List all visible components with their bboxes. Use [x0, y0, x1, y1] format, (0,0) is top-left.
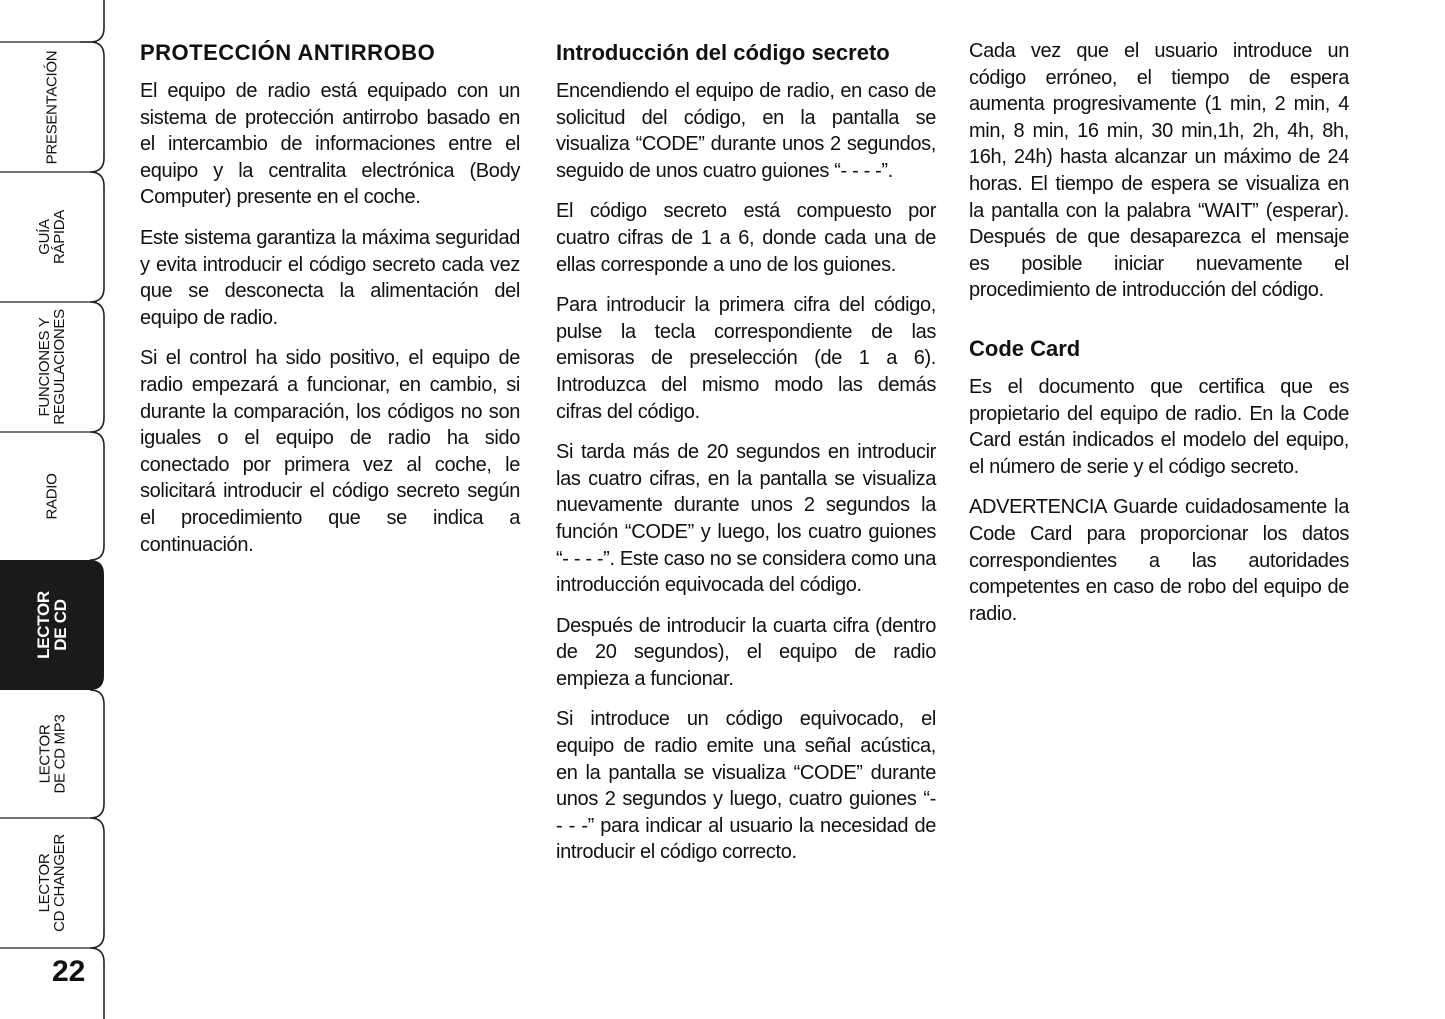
section-title-proteccion-antirrobo: PROTECCIÓN ANTIRROBO — [140, 40, 436, 65]
column-1 — [140, 38, 520, 572]
tab-funciones-regulaciones[interactable] — [0, 302, 104, 432]
paragraph: El código secreto está compuesto por cuatro cifras de 1 a 6, donde cada una de ellas corresponde a uno de los guiones. — [556, 200, 936, 276]
tab-presentacion[interactable] — [0, 42, 104, 172]
section-title-code-card: Code Card — [969, 335, 1081, 361]
tab-guia-rapida[interactable] — [0, 172, 104, 302]
tab-label: GUÍA RÁPIDA — [36, 209, 68, 265]
page-number: 22 — [52, 955, 86, 988]
tab-label: LECTOR DE CD MP3 — [35, 714, 68, 794]
paragraph: ADVERTENCIA Guarde cuidadosamente la Code Card para proporcionar los datos correspondientes a las autoridades competentes en caso de robo del equipo de radio. — [969, 496, 1349, 625]
paragraph: Si el control ha sido positivo, el equipo de radio empezará a funcionar, en cambio, si durante la comparación, los códigos no son iguales o el equipo de radio ha sido conectado por primera vez al coche, le solicitará introducir el código secreto según el procedimiento que se indica a continuación. — [140, 347, 520, 556]
tab-lector-cd-changer[interactable] — [0, 818, 104, 948]
column-2 — [556, 38, 936, 880]
section-title-introduccion-codigo: Introducción del código secreto — [556, 40, 890, 65]
tab-lector-de-cd[interactable] — [0, 560, 104, 690]
paragraph: Es el documento que certifica que es propietario del equipo de radio. En la Code Card están indicados el modelo del equipo, el número de serie y el código secreto. — [969, 375, 1349, 478]
paragraph: Después de introducir la cuarta cifra (dentro de 20 segundos), el equipo de radio empieza a funcionar. — [556, 614, 936, 690]
tab-label: PRESENTACIÓN — [43, 50, 61, 164]
tab-lector-cd-mp3[interactable] — [0, 690, 104, 818]
tab-label: RADIO — [43, 472, 61, 520]
paragraph: Encendiendo el equipo de radio, en caso de solicitud del código, en la pantalla se visualiza “CODE” durante unos 2 segundos, seguido de unos cuatro guiones “- - - -”. — [556, 80, 936, 182]
paragraph: Para introducir la primera cifra del código, pulse la tecla correspondiente de las emisoras de preselección (de 1 a 6). Introduzca del mismo modo las demás cifras del código. — [556, 294, 936, 423]
tab-radio[interactable] — [0, 432, 104, 560]
paragraph: Este sistema garantiza la máxima seguridad y evita introducir el código secreto cada vez que se desconecta la alimentación del equipo de radio. — [140, 226, 520, 329]
column-3 — [969, 38, 1349, 641]
tab-label: LECTOR DE CD — [34, 591, 70, 659]
chapter-tab-rail — [0, 0, 110, 1019]
paragraph: Si tarda más de 20 segundos en introducir las cuatro cifras, en la pantalla se visualiza nuevamente durante unos 2 segundos la función “CODE” y luego, los cuatro guiones “- - - -”. Este caso no se considera como una introducción equivocada del código. — [556, 441, 936, 597]
tab-label: LECTOR CD CHANGER — [36, 834, 68, 932]
paragraph: Si introduce un código equivocado, el equipo de radio emite una señal acústica, en la pantalla se visualiza “CODE” durante unos 2 segundos y luego, cuatro guiones “- - - -” para indicar al usuario la necesidad de introducir el código correcto. — [556, 708, 936, 864]
paragraph: El equipo de radio está equipado con un sistema de protección antirrobo basado en el intercambio de informaciones entre el equipo y la centralita electrónica (Body Computer) presente en el coche. — [140, 80, 520, 209]
tab-label: FUNCIONES Y REGULACIONES — [36, 309, 69, 425]
paragraph: Cada vez que el usuario introduce un código erróneo, el tiempo de espera aumenta progresivamente (1 min, 2 min, 4 min, 8 min, 16 min, 30 min,1h, 2h, 4h, 8h, 16h, 24h) hasta alcanzar un máximo de 24 horas. El tiempo de espera se visualiza en la pantalla con la palabra “WAIT” (esperar). Después de que desaparezca el mensaje es posible iniciar nuevamente el procedimiento de introducción del código. — [969, 40, 1349, 302]
